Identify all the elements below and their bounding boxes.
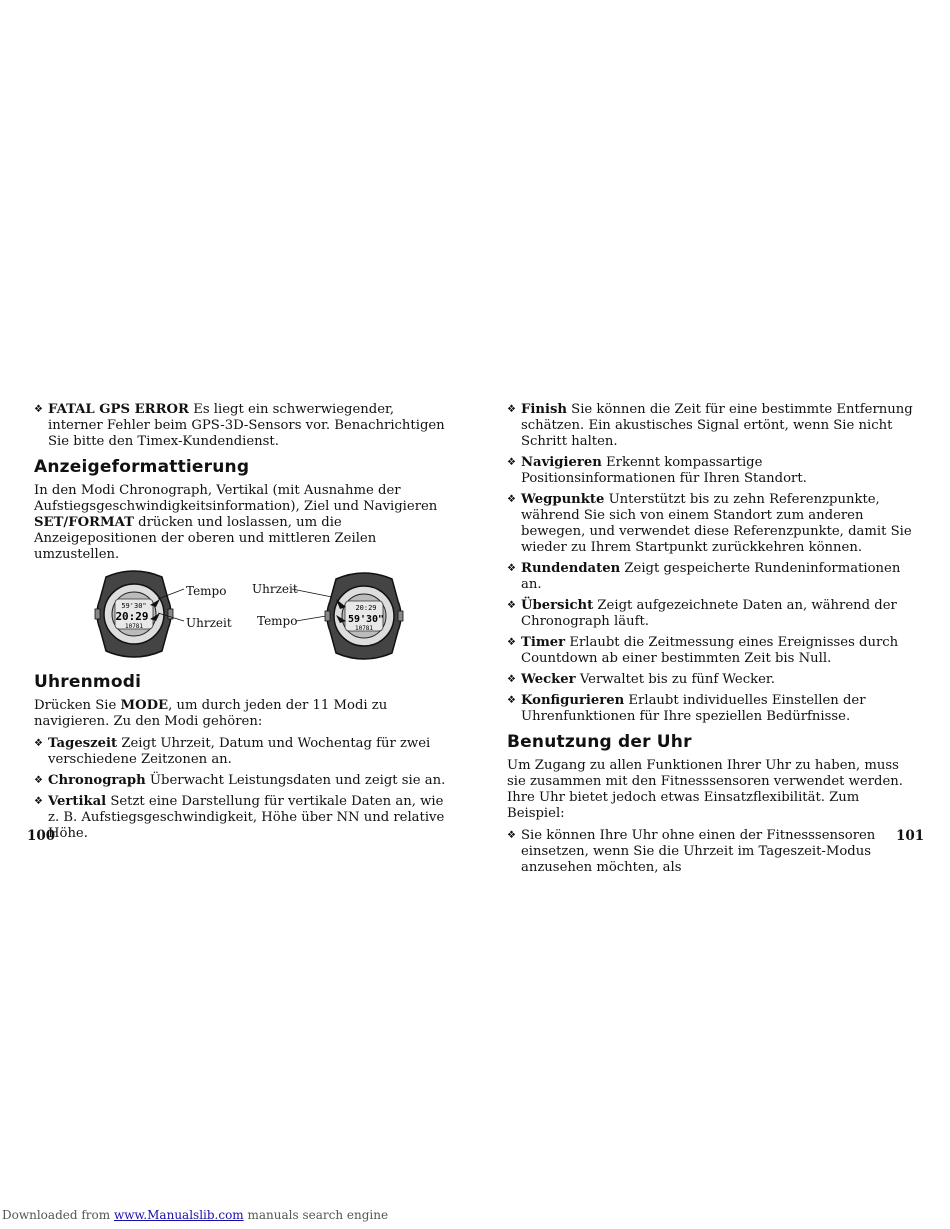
bullet-konfigurieren <box>507 693 921 725</box>
diamond-bullet-icon: ❖ <box>507 563 516 574</box>
diamond-bullet-icon: ❖ <box>507 404 516 415</box>
diamond-bullet-icon: ❖ <box>34 738 43 749</box>
bullet-term: Vertikal <box>48 794 107 809</box>
bullet-term: Navigieren <box>521 455 602 470</box>
footer-prefix: Downloaded from <box>2 1208 114 1222</box>
paragraph-use: Um Zugang zu allen Funktionen Ihrer Uhr zu haben, muss sie zusammen mit den Fitnesssensoren verwendet werden. Ihre Uhr bietet jedoch etwas Einsatzflexibilität. Zum Beispiel: <box>507 758 903 821</box>
bullet-timer <box>507 635 921 667</box>
diamond-bullet-icon: ❖ <box>507 600 516 611</box>
bullet-text: Überwacht Leistungsdaten und zeigt sie an. <box>145 773 446 788</box>
watch2-mid-line: 59'30" <box>347 614 385 625</box>
bullet-term: Wegpunkte <box>521 492 605 507</box>
label-uhrzeit-2: Uhrzeit <box>252 582 298 596</box>
bullet-term: Übersicht <box>521 598 594 613</box>
paragraph-text: drücken und loslassen, um die Anzeigepositionen der oberen und mittleren Zeilen umzustellen. <box>34 515 377 562</box>
watch2-bottom-line: 10781 <box>354 625 374 632</box>
heading-benutzung-der-uhr: Benutzung der Uhr <box>507 732 692 752</box>
diamond-bullet-icon: ❖ <box>34 775 43 786</box>
right-column <box>507 402 921 881</box>
bullet-text: Zeigt Uhrzeit, Datum und Wochentag für zwei verschiedene Zeitzonen an. <box>48 736 431 767</box>
bullet-ohne-sensoren <box>507 828 921 876</box>
bullet-uebersicht <box>507 598 921 630</box>
bullet-text: Verwaltet bis zu fünf Wecker. <box>575 672 775 687</box>
bullet-term: Wecker <box>521 672 576 687</box>
label-uhrzeit-1: Uhrzeit <box>186 616 232 630</box>
diamond-bullet-icon: ❖ <box>507 457 516 468</box>
bullet-finish <box>507 402 921 450</box>
bullet-rundendaten <box>507 561 921 593</box>
bullet-term: Timer <box>521 635 566 650</box>
watch1-callout-lines <box>154 569 194 649</box>
bullet-tageszeit <box>34 736 448 768</box>
heading-uhrenmodi: Uhrenmodi <box>34 672 142 692</box>
paragraph-text: In den Modi Chronograph, Vertikal (mit Ausnahme der Aufstiegsgeschwindigkeitsinformation), Ziel und Navigieren <box>34 483 438 514</box>
footer-suffix: manuals search engine <box>243 1208 389 1222</box>
bullet-term: Rundendaten <box>521 561 621 576</box>
bullet-text: Erlaubt die Zeitmessung eines Ereignisses durch Countdown ab einer bestimmten Zeit bis Null. <box>521 635 899 666</box>
bullet-text: Zeigt aufgezeichnete Daten an, während der Chronograph läuft. <box>521 598 897 629</box>
bullet-wecker <box>507 672 921 688</box>
download-footer <box>2 1208 388 1222</box>
bullet-text: Erkennt kompassartige Positionsinformationen für Ihren Standort. <box>521 455 807 486</box>
label-tempo-2: Tempo <box>257 614 298 628</box>
bullet-text: Sie können die Zeit für eine bestimmte Entfernung schätzen. Ein akustisches Signal ertönt, wenn Sie nicht Schritt halten. <box>521 402 913 449</box>
heading-anzeigeformattierung: Anzeigeformattierung <box>34 457 250 477</box>
page-number-right: 101 <box>896 828 925 844</box>
paragraph-bold: SET/FORMAT <box>34 515 134 530</box>
diamond-bullet-icon: ❖ <box>507 637 516 648</box>
bullet-vertikal <box>34 794 448 842</box>
watch1-top-line: 59'30" <box>121 602 147 610</box>
diamond-bullet-icon: ❖ <box>34 796 43 807</box>
watch-display-figure <box>34 569 448 665</box>
bullet-text: Unterstützt bis zu zehn Referenzpunkte, während Sie sich von einem Standort zum anderen bewegen, und verwendet diese Referenzpunkte, damit Sie wieder zu Ihrem Startpunkt zurückkehren können. <box>521 492 912 555</box>
diamond-bullet-icon: ❖ <box>507 695 516 706</box>
bullet-text: Setzt eine Darstellung für vertikale Daten an, wie z. B. Aufstiegsgeschwindigkeit, Höhe über NN und relative Höhe. <box>48 794 445 841</box>
paragraph-text: Drücken Sie <box>34 698 121 713</box>
diamond-bullet-icon: ❖ <box>507 830 516 841</box>
bullet-text: Zeigt gespeicherte Rundeninformationen an. <box>521 561 901 592</box>
diamond-bullet-icon: ❖ <box>34 404 43 415</box>
label-tempo-1: Tempo <box>186 584 227 598</box>
bullet-term: Chronograph <box>48 773 146 788</box>
bullet-wegpunkte <box>507 492 921 556</box>
left-column <box>34 402 448 847</box>
paragraph-format <box>34 483 448 563</box>
bullet-term: Finish <box>521 402 567 417</box>
bullet-term: FATAL GPS ERROR <box>48 402 189 417</box>
watch1-bottom-line: 10781 <box>124 623 144 630</box>
watch2-top-line: 20:29 <box>355 604 377 612</box>
watch-illustration-2 <box>324 571 404 661</box>
watch1-mid-line: 20:29 <box>115 610 149 623</box>
bullet-text: Erlaubt individuelles Einstellen der Uhrenfunktionen für Ihre speziellen Bedürfnisse. <box>521 693 866 724</box>
bullet-fatal-gps-error <box>34 402 448 450</box>
paragraph-modes <box>34 698 448 730</box>
bullet-term: Konfigurieren <box>521 693 625 708</box>
diamond-bullet-icon: ❖ <box>507 494 516 505</box>
manualslib-link[interactable]: www.Manualslib.com <box>113 1208 244 1222</box>
bullet-text: Es liegt ein schwerwiegender, interner Fehler beim GPS-3D-Sensors vor. Benachrichtigen Sie bitte den Timex-Kundendienst. <box>48 402 445 449</box>
paragraph-text: , um durch jeden der 11 Modi zu navigieren. Zu den Modi gehören: <box>34 698 388 729</box>
paragraph-bold: MODE <box>120 698 169 713</box>
bullet-text: Sie können Ihre Uhr ohne einen der Fitnesssensoren einsetzen, wenn Sie die Uhrzeit im Tageszeit-Modus anzusehen möchten, als <box>521 828 876 875</box>
bullet-chronograph <box>34 773 448 789</box>
diamond-bullet-icon: ❖ <box>507 674 516 685</box>
bullet-term: Tageszeit <box>48 736 118 751</box>
page-number-left: 100 <box>27 828 56 844</box>
bullet-navigieren <box>507 455 921 487</box>
